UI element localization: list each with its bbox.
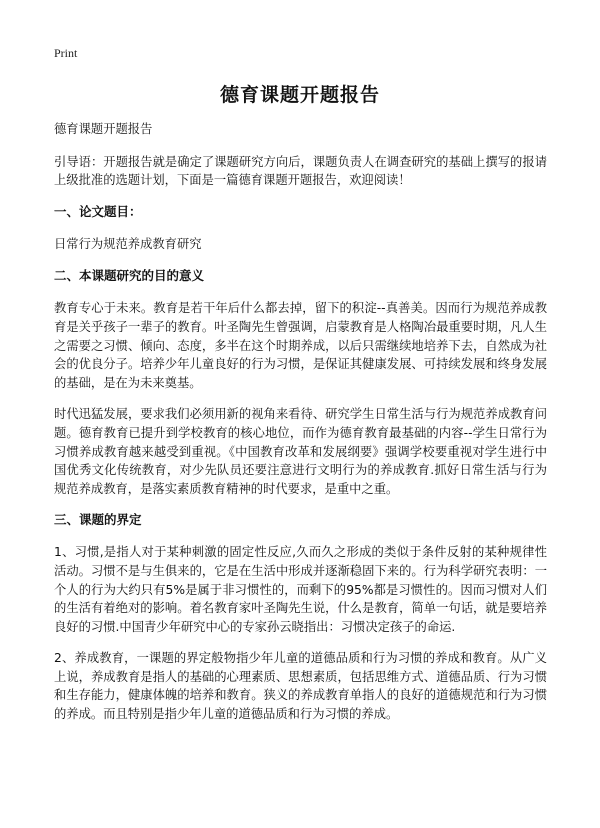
section-heading-2: 二、本课题研究的目的意义 bbox=[54, 268, 205, 284]
print-label: Print bbox=[54, 46, 78, 60]
document-body bbox=[54, 120, 547, 737]
section-heading-1: 一、论文题目： bbox=[54, 203, 142, 219]
section-heading-3: 三、课题的界定 bbox=[54, 512, 142, 528]
section-3-paragraph-2: 2、养成教育，一课题的界定般物指少年儿童的道德品质和行为习惯的养成和教育。从广义上说，养成教育是指人的基础的心理素质、思想素质，包括思维方式、道德品质、行为习惯和生存能力，健康体魄的培养和教育。狭义的养成教育单指人的良好的道德规范和行为习惯的养成。而且特别是指少年儿童的道德品质和行为习惯的养成。 bbox=[54, 651, 547, 722]
section-2-paragraph-1: 教育专心于未来。教育是若干年后什么都去掉，留下的积淀--真善美。因而行为规范养成教育是关乎孩子一辈子的教育。叶圣陶先生曾强调，启蒙教育是人格陶冶最重要时期，凡人生之需要之习惯、倾向、态度，多半在这个时期养成，以后只需继续地培养下去，自然成为社会的优良分子。培养少年儿童良好的行为习惯，是保证其健康发展、可持续发展和终身发展的基础，是在为未来奠基。 bbox=[54, 301, 547, 390]
intro-paragraph: 引导语：开题报告就是确定了课题研究方向后，课题负责人在调查研究的基础上撰写的报请上级批准的选题计划，下面是一篇德育课题开题报告，欢迎阅读！ bbox=[54, 154, 547, 188]
document-subtitle: 德育课题开题报告 bbox=[54, 122, 153, 136]
section-3-paragraph-1: 1、习惯,是指人对于某种刺激的固定性反应,久而久之形成的类似于条件反射的某种规律性活动。习惯不是与生俱来的，它是在生活中形成并逐渐稳固下来的。行为科学研究表明：一个人的行为大约只有5%是属于非习惯性的，而剩下的95%都是习惯性的。因而习惯对人们的生活有着绝对的影响。着名教育家叶圣陶先生说，什么是教育，简单一句话，就是要培养良好的习惯.中国青少年研究中心的专家孙云晓指出：习惯决定孩子的命运. bbox=[54, 545, 547, 634]
section-2-paragraph-2: 时代迅猛发展，要求我们必须用新的视角来看待、研究学生日常生活与行为规范养成教育问题。德育教育已提升到学校教育的核心地位，而作为德育教育最基础的内容--学生日常行为习惯养成教育越来越受到重视。《中国教育改革和发展纲要》强调学校要重视对学生进行中国优秀文化传统教育，对少先队员还要注意进行文明行为的养成教育.抓好日常生活与行为规范养成教育，是落实素质教育精神的时代要求，是重中之重。 bbox=[54, 407, 547, 496]
page-title: 德育课题开题报告 bbox=[219, 84, 380, 106]
section-1-text: 日常行为规范养成教育研究 bbox=[54, 236, 202, 251]
